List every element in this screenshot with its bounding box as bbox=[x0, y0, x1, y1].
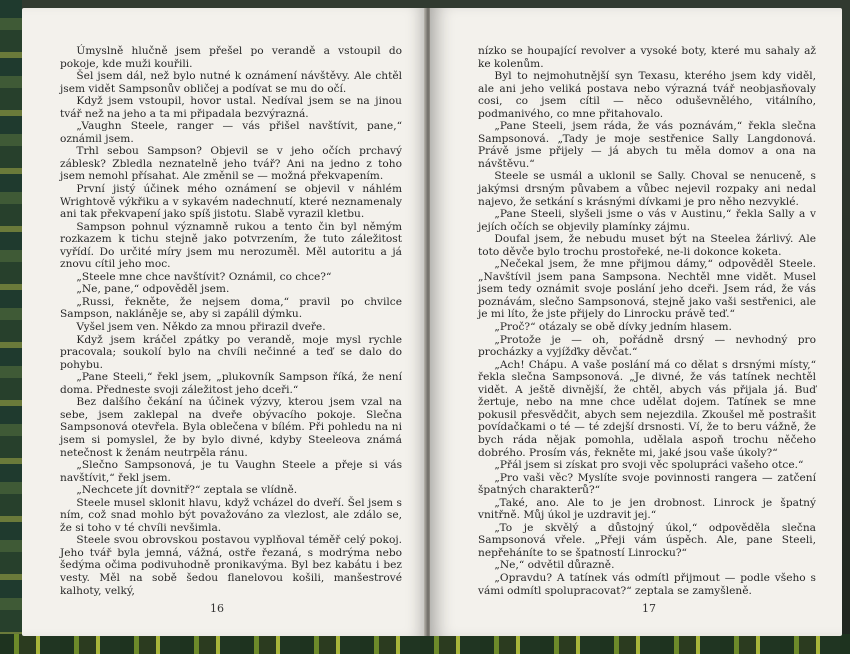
scan-edge-bottom bbox=[0, 634, 850, 654]
paragraph: Když jsem kráčel zpátky po verandě, moje mysl rychle pracovala; soukolí bylo na chvíli nečinné a teď se dalo do pohybu. bbox=[60, 333, 402, 371]
paragraph: „Steele mne chce navštívit? Oznámil, co chce?“ bbox=[76, 270, 332, 283]
paragraph: Bez dalšího čekání na účinek výzvy, kterou jsem vzal na sebe, jsem zaklepal na dveře obývacího pokoje. Slečna Sampsonová otevřela. Byla oblečena v bílém. Při pohledu na ni jsem si pomyslel, že by bylo divné, kdyby Steeleova známá netečnost k ženám neutrpěla ránu. bbox=[60, 396, 402, 459]
page-number-left: 16 bbox=[210, 602, 224, 616]
paragraph: „Opravdu? A tatínek vás odmítl přijmout — podle všeho s vámi odmítl spolupracovat?“ zeptala se zamyšleně. bbox=[478, 571, 816, 597]
scan-edge-left bbox=[0, 0, 22, 654]
paragraph: „Pane Steeli,“ řekl jsem, „plukovník Sampson říká, že není doma. Předneste svoji záležitost jeho dceři.“ bbox=[60, 371, 402, 396]
paragraph: Steele svou obrovskou postavou vyplňoval téměř celý pokoj. Jeho tvář byla jemná, vážná, ostře řezaná, s modrýma nebo šedýma očima podivuhodně pronikavýma. Byl bez kabátu i bez vesty. Měl na sobě šedou flanelovou košili, manšestrové kalhoty, velký, bbox=[60, 534, 402, 597]
paragraph: „Pane Steeli, jsem ráda, že vás poznávám,“ řekla slečna Sampsonová. „Tady je moje sestřenice Sally Langdonová. Právě jsme přijely — já abych tu měla domov a ona na návštěvu.“ bbox=[478, 120, 816, 170]
paragraph: Doufal jsem, že nebudu muset být na Steelea žárlivý. Ale toto děvče bylo trochu prostořeké, ne-li dokonce koketa. bbox=[478, 233, 816, 258]
paragraph: „Vaughn Steele, ranger — vás přišel navštívit, pane,“ oznámil jsem. bbox=[60, 120, 402, 145]
paragraph: „Pro vaši věc? Myslíte svoje povinnosti rangera — zatčení špatných charakterů?“ bbox=[478, 471, 816, 497]
paragraph: Byl to nejmohutnější syn Texasu, kterého jsem kdy viděl, ale ani jeho veliká postava nebo výrazná tvář neobjasňovaly cosi, co jsem cítil — něco oduševnělého, vitálního, podmanivého, co mne přitahovalo. bbox=[478, 70, 816, 120]
paragraph: Steele musel sklonit hlavu, když vcházel do dveří. Šel jsem s ním, což snad mohlo být považováno za vlezlost, ale zdálo se, že si toho v té chvíli nevšimla. bbox=[60, 496, 402, 534]
page-number-right: 17 bbox=[642, 602, 656, 616]
paragraph: Steele se usmál a uklonil se Sally. Choval se nenuceně, s jakýmsi drsným půvabem a vůbec nejevil rozpaky ani nedal najevo, že setkání s krásnými dívkami je pro něho nezvyklé. bbox=[478, 170, 816, 208]
paragraph: „Nečekal jsem, že mne přijmou dámy,“ odpověděl Steele. „Navštívil jsem pana Sampsona. Nechtěl mne vidět. Musel jsem tedy oznámit svoje poslání jeho dceři. Jsem rád, že vás poznávám, slečno Sampsonová, stejně jako vaši sestřenici, ale je mi líto, že jste přijely do Linrocku právě teď.“ bbox=[478, 258, 816, 321]
paragraph: Sampson pohnul významně rukou a tento čin byl němým rozkazem k tichu stejně jako potvrzením, že tuto záležitost vyřídí. Do určité míry jsem mu nerozuměl. Měl autoritu a já znovu cítil jeho moc. bbox=[60, 220, 402, 271]
paragraph: „Proč?“ otázaly se obě dívky jedním hlasem. bbox=[494, 321, 732, 334]
right-page-text bbox=[478, 45, 816, 597]
paragraph: Vyšel jsem ven. Někdo za mnou přirazil dveře. bbox=[76, 321, 326, 334]
paragraph: „Ach! Chápu. A vaše poslání má co dělat s drsnými místy,“ řekla slečna Sampsonová. „Je divné, že vás tatínek nechtěl vidět. A ještě divnější, že chtěl, abych vás přijala já. Buď žertuje, nebo na mne chce udělat dojem. Tatínek se mne pokusil přesvědčit, abych sem nejezdila. Zkoušel mě postrašit povídačkami o té — té zdejší drsnosti. Ví, že to beru vážně, že bych ráda nějak pomohla, udělala aspoň trochu něčeho dobrého. Prosím vás, řekněte mi, jaké jsou vaše úkoly?“ bbox=[478, 358, 816, 459]
paragraph: „Russi, řekněte, že nejsem doma,“ pravil po chvilce Sampson, nakláněje se, aby si zapálil dýmku. bbox=[60, 295, 402, 321]
paragraph: Když jsem vstoupil, hovor ustal. Nedíval jsem se na jinou tvář než na jeho a ta mi připadala bezvýrazná. bbox=[60, 95, 402, 120]
paragraph: „To je skvělý a důstojný úkol,“ odpověděla slečna Sampsonová vřele. „Přeji vám úspěch. Ale, pane Steeli, nepřeháníte to se špatností Linrocku?“ bbox=[478, 521, 816, 559]
paragraph: Úmyslně hlučně jsem přešel po verandě a vstoupil do pokoje, kde muži kouřili. bbox=[60, 45, 402, 70]
right-page bbox=[430, 8, 842, 636]
left-page-text bbox=[60, 45, 402, 597]
paragraph: „Ne,“ odvětil důrazně. bbox=[494, 559, 615, 572]
paragraph: „Pane Steeli, slyšeli jsme o vás v Austinu,“ řekla Sally a v jejích očích se objevily plamínky zájmu. bbox=[478, 208, 816, 233]
paragraph: nízko se houpající revolver a vysoké boty, které mu sahaly až ke kolenům. bbox=[478, 45, 816, 70]
paragraph: „Nechcete jít dovnitř?“ zeptala se vlídně. bbox=[76, 484, 298, 497]
paragraph: „Ne, pane,“ odpověděl jsem. bbox=[76, 283, 230, 296]
paragraph: „Slečno Sampsonová, je tu Vaughn Steele a přeje si vás navštívit,“ řekl jsem. bbox=[60, 459, 402, 484]
paragraph: „Přál jsem si získat pro svoji věc spolupráci vašeho otce.“ bbox=[494, 459, 804, 472]
paragraph: „Protože je — oh, pořádně drsný — nevhodný pro procházky a vyjížďky děvčat.“ bbox=[478, 333, 816, 359]
paragraph: Trhl sebou Sampson? Objevil se v jeho očích prchavý záblesk? Zbledla neznatelně jeho tvář? Ani na jedno z toho jsem nemohl přísahat. Ale změnil se — možná překvapením. bbox=[60, 145, 402, 183]
left-page bbox=[22, 8, 426, 636]
paragraph: Šel jsem dál, než bylo nutné k oznámení návštěvy. Ale chtěl jsem vidět Sampsonův obličej a podívat se mu do očí. bbox=[60, 70, 402, 95]
paragraph: První jistý účinek mého oznámení se objevil v náhlém Wrightově výkřiku a v sykavém nadechnutí, které neznamenaly ani tak překvapení jako spíš jistotu. Slabě vyrazil kletbu. bbox=[60, 183, 402, 221]
paragraph: „Také, ano. Ale to je jen drobnost. Linrock je špatný vnitřně. Můj úkol je uzdravit jej.“ bbox=[478, 496, 816, 522]
